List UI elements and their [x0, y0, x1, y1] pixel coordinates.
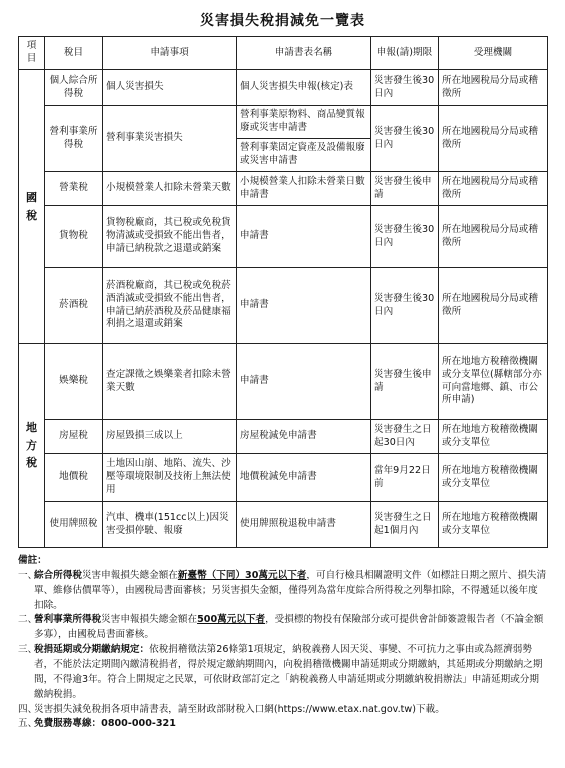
agency-cell: 所在地國稅局分局或稽徵所	[439, 106, 548, 172]
form-cell: 個人災害損失申報(核定)表	[237, 70, 371, 106]
item-cell: 貨物稅廠商，其已稅或免稅貨物清滅或受損致不能出售者，申請已納稅款之退還或銷案	[103, 206, 237, 268]
tax-cell: 貨物稅	[45, 206, 103, 268]
note-number: 四、	[18, 703, 38, 715]
tax-relief-table	[18, 36, 548, 548]
note-text: 災害損失減免稅捐各項申請書表，請至財政部財稅入口網(https://www.etax.nat.gov.tw)下載。	[34, 703, 445, 715]
note-number: 二、	[18, 614, 38, 626]
agency-cell: 所在地國稅局分局或稽徵所	[439, 268, 548, 344]
note-number: 三、	[18, 644, 38, 656]
tax-cell: 個人綜合所得稅	[45, 70, 103, 106]
note-item	[18, 717, 547, 732]
table-row	[19, 268, 548, 344]
form-cell: 申請書	[237, 206, 371, 268]
item-cell: 查定課徵之娛樂業者扣除未營業天數	[103, 344, 237, 420]
table-row	[19, 172, 548, 206]
agency-cell: 所在地國稅局分局或稽徵所	[439, 172, 548, 206]
note-lead: 營利事業所得稅	[34, 614, 102, 626]
table-header-row	[19, 37, 548, 70]
form-cell: 申請書	[237, 268, 371, 344]
note-text: 依稅捐稽徵法第26條第1項規定，納稅義務人因天災、事變、不可抗力之事由或為經濟弱勢者，不能於法定期間內繳清稅捐者，得於規定繳納期間內，向稅捐稽徵機關申請延期或分期繳納，其延期或分期繳納之期間，不得逾3年。符合上開規定之民眾，可依財政部訂定之「納稅義務人申請延期或分期繳納稅捐辦法」申請延期或分期繳納稅捐。	[34, 644, 543, 700]
header-forms: 申請書表名稱	[237, 37, 371, 70]
header-deadline: 申報(請)期限	[371, 37, 439, 70]
header-agency: 受理機關	[439, 37, 548, 70]
note-item	[18, 569, 547, 614]
note-number: 一、	[18, 569, 38, 581]
deadline-cell: 災害發生之日起30日內	[371, 420, 439, 454]
item-cell: 個人災害損失	[103, 70, 237, 106]
note-item	[18, 613, 547, 643]
note-underlined: 500萬元以下者	[197, 614, 266, 626]
note-lead: 稅捐延期或分期繳納規定：	[34, 644, 150, 656]
header-application: 申請事項	[103, 37, 237, 70]
note-text: ，可自行檢具相關證明文件（如標註日期之照片、損失清單、維修估價單等），由國稅局書面審核；另災害損失金額，僅得列為當年度綜合所得稅之列舉扣除，不得遞延以後年度扣除。	[34, 569, 547, 611]
note-text: 災害申報損失總金額在	[81, 569, 178, 581]
note-text: 免費服務專線：0800-000-321	[34, 718, 176, 730]
tax-cell: 營業稅	[45, 172, 103, 206]
item-cell: 房屋毀損三成以上	[103, 420, 237, 454]
deadline-cell: 災害發生後30日內	[371, 106, 439, 172]
note-lead: 綜合所得稅	[34, 569, 82, 581]
item-cell: 土地因山崩、地陷、流失、沙壓等環境限制及技術上無法使用	[103, 454, 237, 502]
item-cell: 營利事業災害損失	[103, 106, 237, 172]
deadline-cell: 當年9月22日前	[371, 454, 439, 502]
tax-cell: 菸酒稅	[45, 268, 103, 344]
deadline-cell: 災害發生後30日內	[371, 268, 439, 344]
table-row	[19, 106, 548, 139]
item-cell: 小規模營業人扣除未營業天數	[103, 172, 237, 206]
region-national: 國 稅	[19, 70, 45, 344]
tax-cell: 房屋稅	[45, 420, 103, 454]
notes-section	[18, 554, 547, 732]
agency-cell: 所在地地方稅稽徵機關或分支單位	[439, 454, 548, 502]
agency-cell: 所在地國稅局分局或稽徵所	[439, 206, 548, 268]
deadline-cell: 災害發生後30日內	[371, 70, 439, 106]
tax-cell: 地價稅	[45, 454, 103, 502]
note-text: ，受損標的物投有保險部分或可提供會計師簽證報告者（不論金額多寡），由國稅局書面審核。	[34, 614, 544, 641]
deadline-cell: 災害發生之日起1個月內	[371, 502, 439, 548]
form-cell: 營利事業原物料、商品變質報廢或災害申請書	[237, 106, 371, 139]
form-cell: 營利事業固定資產及設備報廢或災害申請書	[237, 139, 371, 172]
header-item: 項目	[19, 37, 45, 70]
note-number: 五、	[18, 718, 38, 730]
item-cell: 汽車、機車(151cc以上)因災害受損停駛、報廢	[103, 502, 237, 548]
table-row	[19, 70, 548, 106]
note-text: 災害申報損失總金額在	[101, 614, 198, 626]
form-cell: 使用牌照稅退稅申請書	[237, 502, 371, 548]
notes-heading: 備註：	[18, 555, 47, 566]
deadline-cell: 災害發生後申請	[371, 344, 439, 420]
deadline-cell: 災害發生後30日內	[371, 206, 439, 268]
agency-cell: 所在地地方稅稽徵機關或分支單位	[439, 502, 548, 548]
form-cell: 小規模營業人扣除未營業日數申請書	[237, 172, 371, 206]
tax-cell: 使用牌照稅	[45, 502, 103, 548]
note-item	[18, 643, 547, 702]
table-row	[19, 206, 548, 268]
agency-cell: 所在地地方稅稽徵機關或分支單位	[439, 420, 548, 454]
item-cell: 菸酒稅廠商，其已稅或免稅菸酒消滅或受損致不能出售者，申請已納菸酒稅及菸品健康福利捐之退還或銷案	[103, 268, 237, 344]
agency-cell: 所在地地方稅稽徵機關或分支單位(縣轄部分亦可向當地鄉、鎮、市公所申請)	[439, 344, 548, 420]
region-local: 地 方 稅	[19, 344, 45, 548]
form-cell: 房屋稅減免申請書	[237, 420, 371, 454]
table-row	[19, 344, 548, 420]
tax-cell: 營利事業所得稅	[45, 106, 103, 172]
agency-cell: 所在地國稅局分局或稽徵所	[439, 70, 548, 106]
header-tax: 稅目	[45, 37, 103, 70]
form-cell: 地價稅減免申請書	[237, 454, 371, 502]
form-cell: 申請書	[237, 344, 371, 420]
note-item	[18, 703, 547, 718]
tax-cell: 娛樂稅	[45, 344, 103, 420]
document-title: 災害損失稅捐減免一覽表	[200, 13, 365, 29]
table-row	[19, 502, 548, 548]
table-row	[19, 420, 548, 454]
note-underlined: 新臺幣（下同）30萬元以下者	[177, 569, 307, 581]
table-row	[19, 454, 548, 502]
deadline-cell: 災害發生後申請	[371, 172, 439, 206]
